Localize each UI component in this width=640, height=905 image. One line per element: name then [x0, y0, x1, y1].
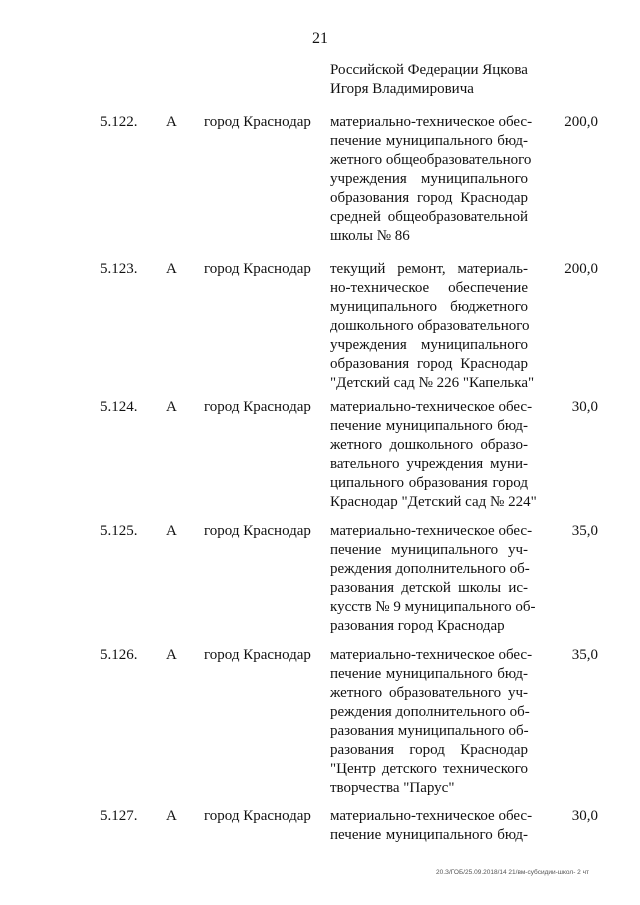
row-category: А [166, 114, 177, 130]
row-description-line: жетного дошкольного образо- [330, 437, 528, 453]
row-description-line: разования город Краснодар [330, 742, 528, 758]
row-description-line: кусств № 9 муниципального об- [330, 599, 536, 615]
row-description-line: реждения дополнительного об- [330, 704, 530, 720]
document-footer-code: 20.З/ГОБ/25.09.2018/14 21/вм-субсидии-школ- 2 чт [436, 869, 589, 876]
row-description-line: Краснодар "Детский сад № 224" [330, 494, 537, 510]
row-description-line: печение муниципального бюд- [330, 827, 528, 843]
row-amount: 200,0 [564, 261, 598, 277]
continuation-line: Российской Федерации Яцкова [330, 62, 528, 78]
row-description-line: ципального образования город [330, 475, 528, 491]
row-description-line: средней общеобразовательной [330, 209, 528, 225]
row-number: 5.124. [100, 399, 138, 415]
row-description-line: реждения дополнительного об- [330, 561, 530, 577]
row-description-line: учреждения муниципального [330, 171, 528, 187]
row-city: город Краснодар [204, 261, 311, 277]
row-description-line: жетного образовательного уч- [330, 685, 528, 701]
row-description-line: печение муниципального бюд- [330, 133, 528, 149]
row-description-line: дошкольного образовательного [330, 318, 530, 334]
row-amount: 200,0 [564, 114, 598, 130]
row-description-line: материально-техническое обес- [330, 808, 533, 824]
row-description-line: образования город Краснодар [330, 356, 528, 372]
row-number: 5.127. [100, 808, 138, 824]
row-description-line: материально-техническое обес- [330, 523, 533, 539]
page-number: 21 [312, 30, 328, 47]
row-description-line: разования детской школы ис- [330, 580, 528, 596]
row-description-line: материально-техническое обес- [330, 647, 533, 663]
row-description-line: материально-техническое обес- [330, 399, 533, 415]
row-city: город Краснодар [204, 808, 311, 824]
row-category: А [166, 523, 177, 539]
row-city: город Краснодар [204, 399, 311, 415]
row-description-line: разования муниципального об- [330, 723, 529, 739]
row-number: 5.126. [100, 647, 138, 663]
row-category: А [166, 647, 177, 663]
row-number: 5.125. [100, 523, 138, 539]
row-description-line: муниципального бюджетного [330, 299, 528, 315]
row-description-line: разования город Краснодар [330, 618, 505, 634]
row-city: город Краснодар [204, 114, 311, 130]
row-description-line: "Детский сад № 226 "Капелька" [330, 375, 535, 391]
row-description-line: школы № 86 [330, 228, 410, 244]
row-description-line: творчества "Парус" [330, 780, 455, 796]
row-description-line: печение муниципального уч- [330, 542, 528, 558]
row-amount: 35,0 [571, 647, 598, 663]
row-description-line: учреждения муниципального [330, 337, 528, 353]
continuation-line: Игоря Владимировича [330, 81, 474, 97]
row-description-line: материально-техническое обес- [330, 114, 533, 130]
row-description-line: печение муниципального бюд- [330, 418, 528, 434]
row-description-line: "Центр детского технического [330, 761, 528, 777]
row-description-line: но-техническое обеспечение [330, 280, 528, 296]
row-city: город Краснодар [204, 523, 311, 539]
row-amount: 30,0 [571, 808, 598, 824]
row-category: А [166, 808, 177, 824]
row-category: А [166, 261, 177, 277]
row-city: город Краснодар [204, 647, 311, 663]
row-number: 5.122. [100, 114, 138, 130]
row-amount: 35,0 [571, 523, 598, 539]
row-description-line: вательного учреждения муни- [330, 456, 528, 472]
row-description-line: жетного общеобразовательного [330, 152, 532, 168]
row-number: 5.123. [100, 261, 138, 277]
row-description-line: печение муниципального бюд- [330, 666, 528, 682]
row-amount: 30,0 [571, 399, 598, 415]
row-description-line: образования город Краснодар [330, 190, 528, 206]
row-category: А [166, 399, 177, 415]
row-description-line: текущий ремонт, материаль- [330, 261, 528, 277]
